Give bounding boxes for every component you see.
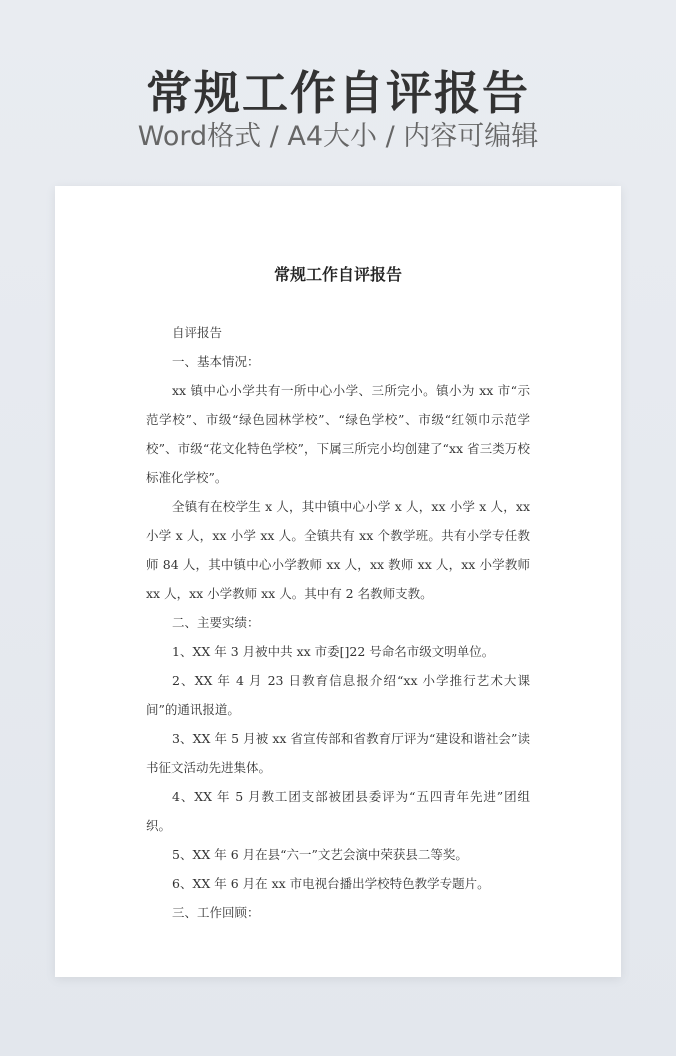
banner-title: 常规工作自评报告: [146, 66, 530, 120]
achievement-item: 6、XX 年 6 月在 xx 市电视台播出学校特色教学专题片。: [172, 876, 490, 891]
paragraph-school-overview: xx 镇中心小学共有一所中心小学、三所完小。镇小为 xx 市“示范学校”、市级“绿色园林学校”、“绿色学校”、市级“红领巾示范学校”、市级“花文化特色学校”，下属三所完小均创建了“xx 省三类万校标准化学校”。: [146, 383, 530, 485]
section-heading-achievements: 二、主要实绩：: [172, 615, 260, 630]
paragraph-student-teacher-counts: 全镇有在校学生 x 人，其中镇中心小学 x 人，xx 小学 x 人，xx 小学 x 人，xx 小学 xx 人。全镇共有 xx 个教学班。共有小学专任教师 84 人，其中镇中心小学教师 xx 人，xx 教师 xx 人，xx 小学教师 xx 人，xx 小学教师 xx 人。其中有 2 名教师支教。: [146, 499, 530, 601]
document-title: 常规工作自评报告: [273, 265, 402, 284]
document-page: [55, 186, 621, 977]
achievement-item: 1、XX 年 3 月被中共 xx 市委[]22 号命名市级文明单位。: [172, 644, 495, 659]
paragraph-heading-report: 自评报告: [172, 325, 223, 340]
section-heading-work-review: 三、工作回顾：: [172, 905, 260, 920]
banner-subtitle: Word格式 / A4大小 / 内容可编辑: [137, 121, 539, 152]
achievement-item: 4、XX 年 5 月教工团支部被团县委评为“五四青年先进”团组织。: [146, 789, 530, 833]
achievement-item: 5、XX 年 6 月在县“六一”文艺会演中荣获县二等奖。: [172, 847, 468, 862]
section-heading-basic-info: 一、基本情况：: [172, 354, 260, 369]
achievement-item: 3、XX 年 5 月被 xx 省宣传部和省教育厅评为“建设和谐社会”读书征文活动先进集体。: [146, 731, 530, 775]
document-body: [146, 318, 530, 927]
achievement-item: 2、XX 年 4 月 23 日教育信息报介绍“xx 小学推行艺术大课间”的通讯报道。: [146, 673, 530, 717]
